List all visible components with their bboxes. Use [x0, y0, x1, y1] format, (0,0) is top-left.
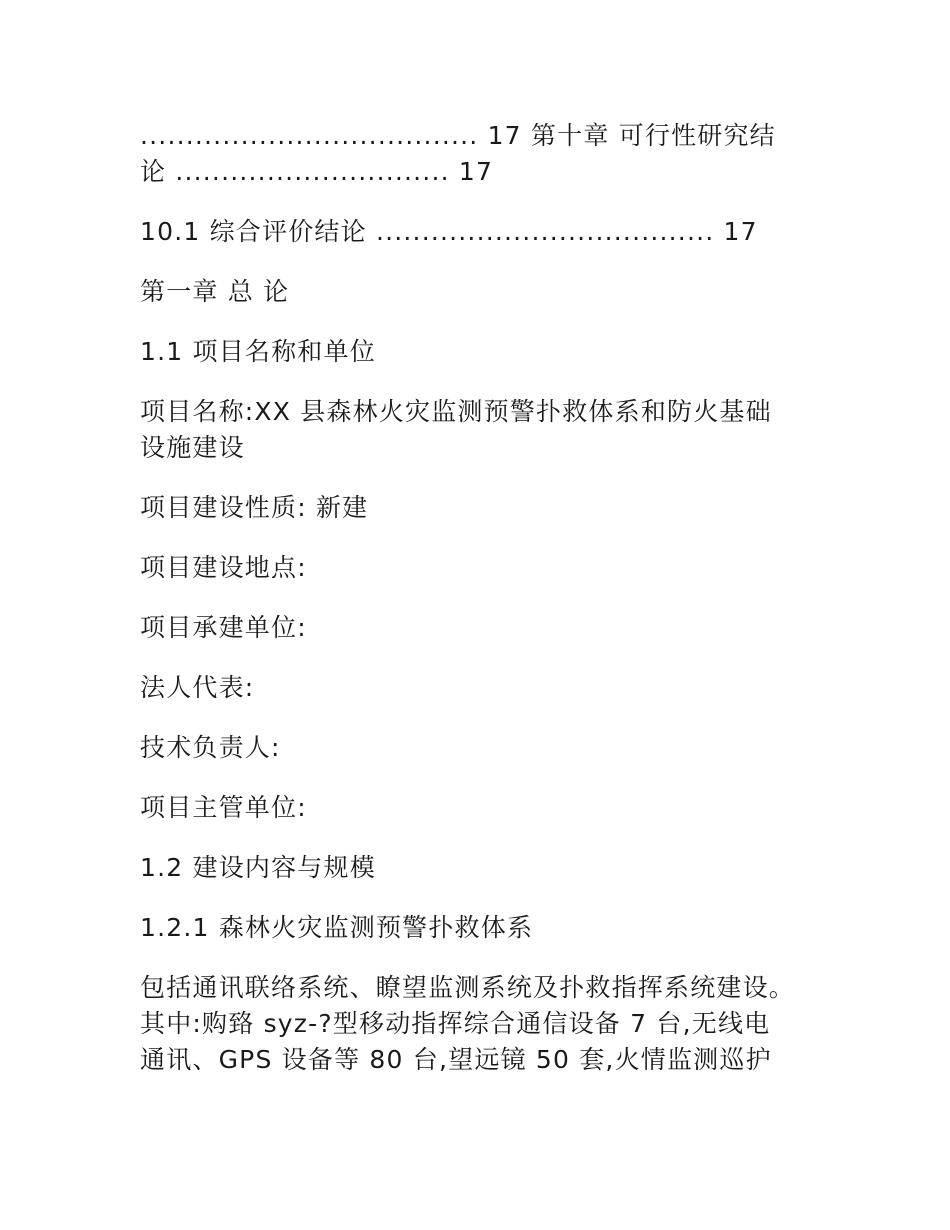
toc-entry-10-1	[140, 214, 830, 250]
toc-line: 论 .............................. 17	[140, 157, 494, 186]
technical-lead: 技术负责人:	[140, 733, 281, 762]
toc-entry-chapter10	[140, 118, 830, 190]
document-body	[140, 118, 830, 1102]
supervising-unit: 项目主管单位:	[140, 793, 307, 822]
project-contractor: 项目承建单位:	[140, 613, 307, 642]
project-location: 项目建设地点:	[140, 553, 307, 582]
section-heading-1-2-1: 1.2.1 森林火灾监测预警扑救体系	[140, 913, 534, 942]
section-heading-1-2: 1.2 建设内容与规模	[140, 853, 376, 882]
body-paragraph: 包括通讯联络系统、瞭望监测系统及扑救指挥系统建设。 其中:购臵 syz-?型移动指挥综合通信设备 7 台,无线电 通讯、GPS 设备等 80 台,望远镜 50 套,火情监测巡护	[140, 973, 796, 1074]
legal-representative: 法人代表:	[140, 673, 255, 702]
chapter-title: 第一章 总 论	[140, 277, 290, 306]
project-name: 项目名称:XX 县森林火灾监测预警扑救体系和防火基础 设施建设	[140, 397, 772, 462]
project-nature: 项目建设性质: 新建	[140, 493, 369, 522]
toc-line: ..................................... 17 第十章 可行性研究结	[140, 121, 776, 150]
toc-line: 10.1 综合评价结论 ..................................... 17	[140, 217, 758, 246]
section-heading-1-1: 1.1 项目名称和单位	[140, 337, 376, 366]
